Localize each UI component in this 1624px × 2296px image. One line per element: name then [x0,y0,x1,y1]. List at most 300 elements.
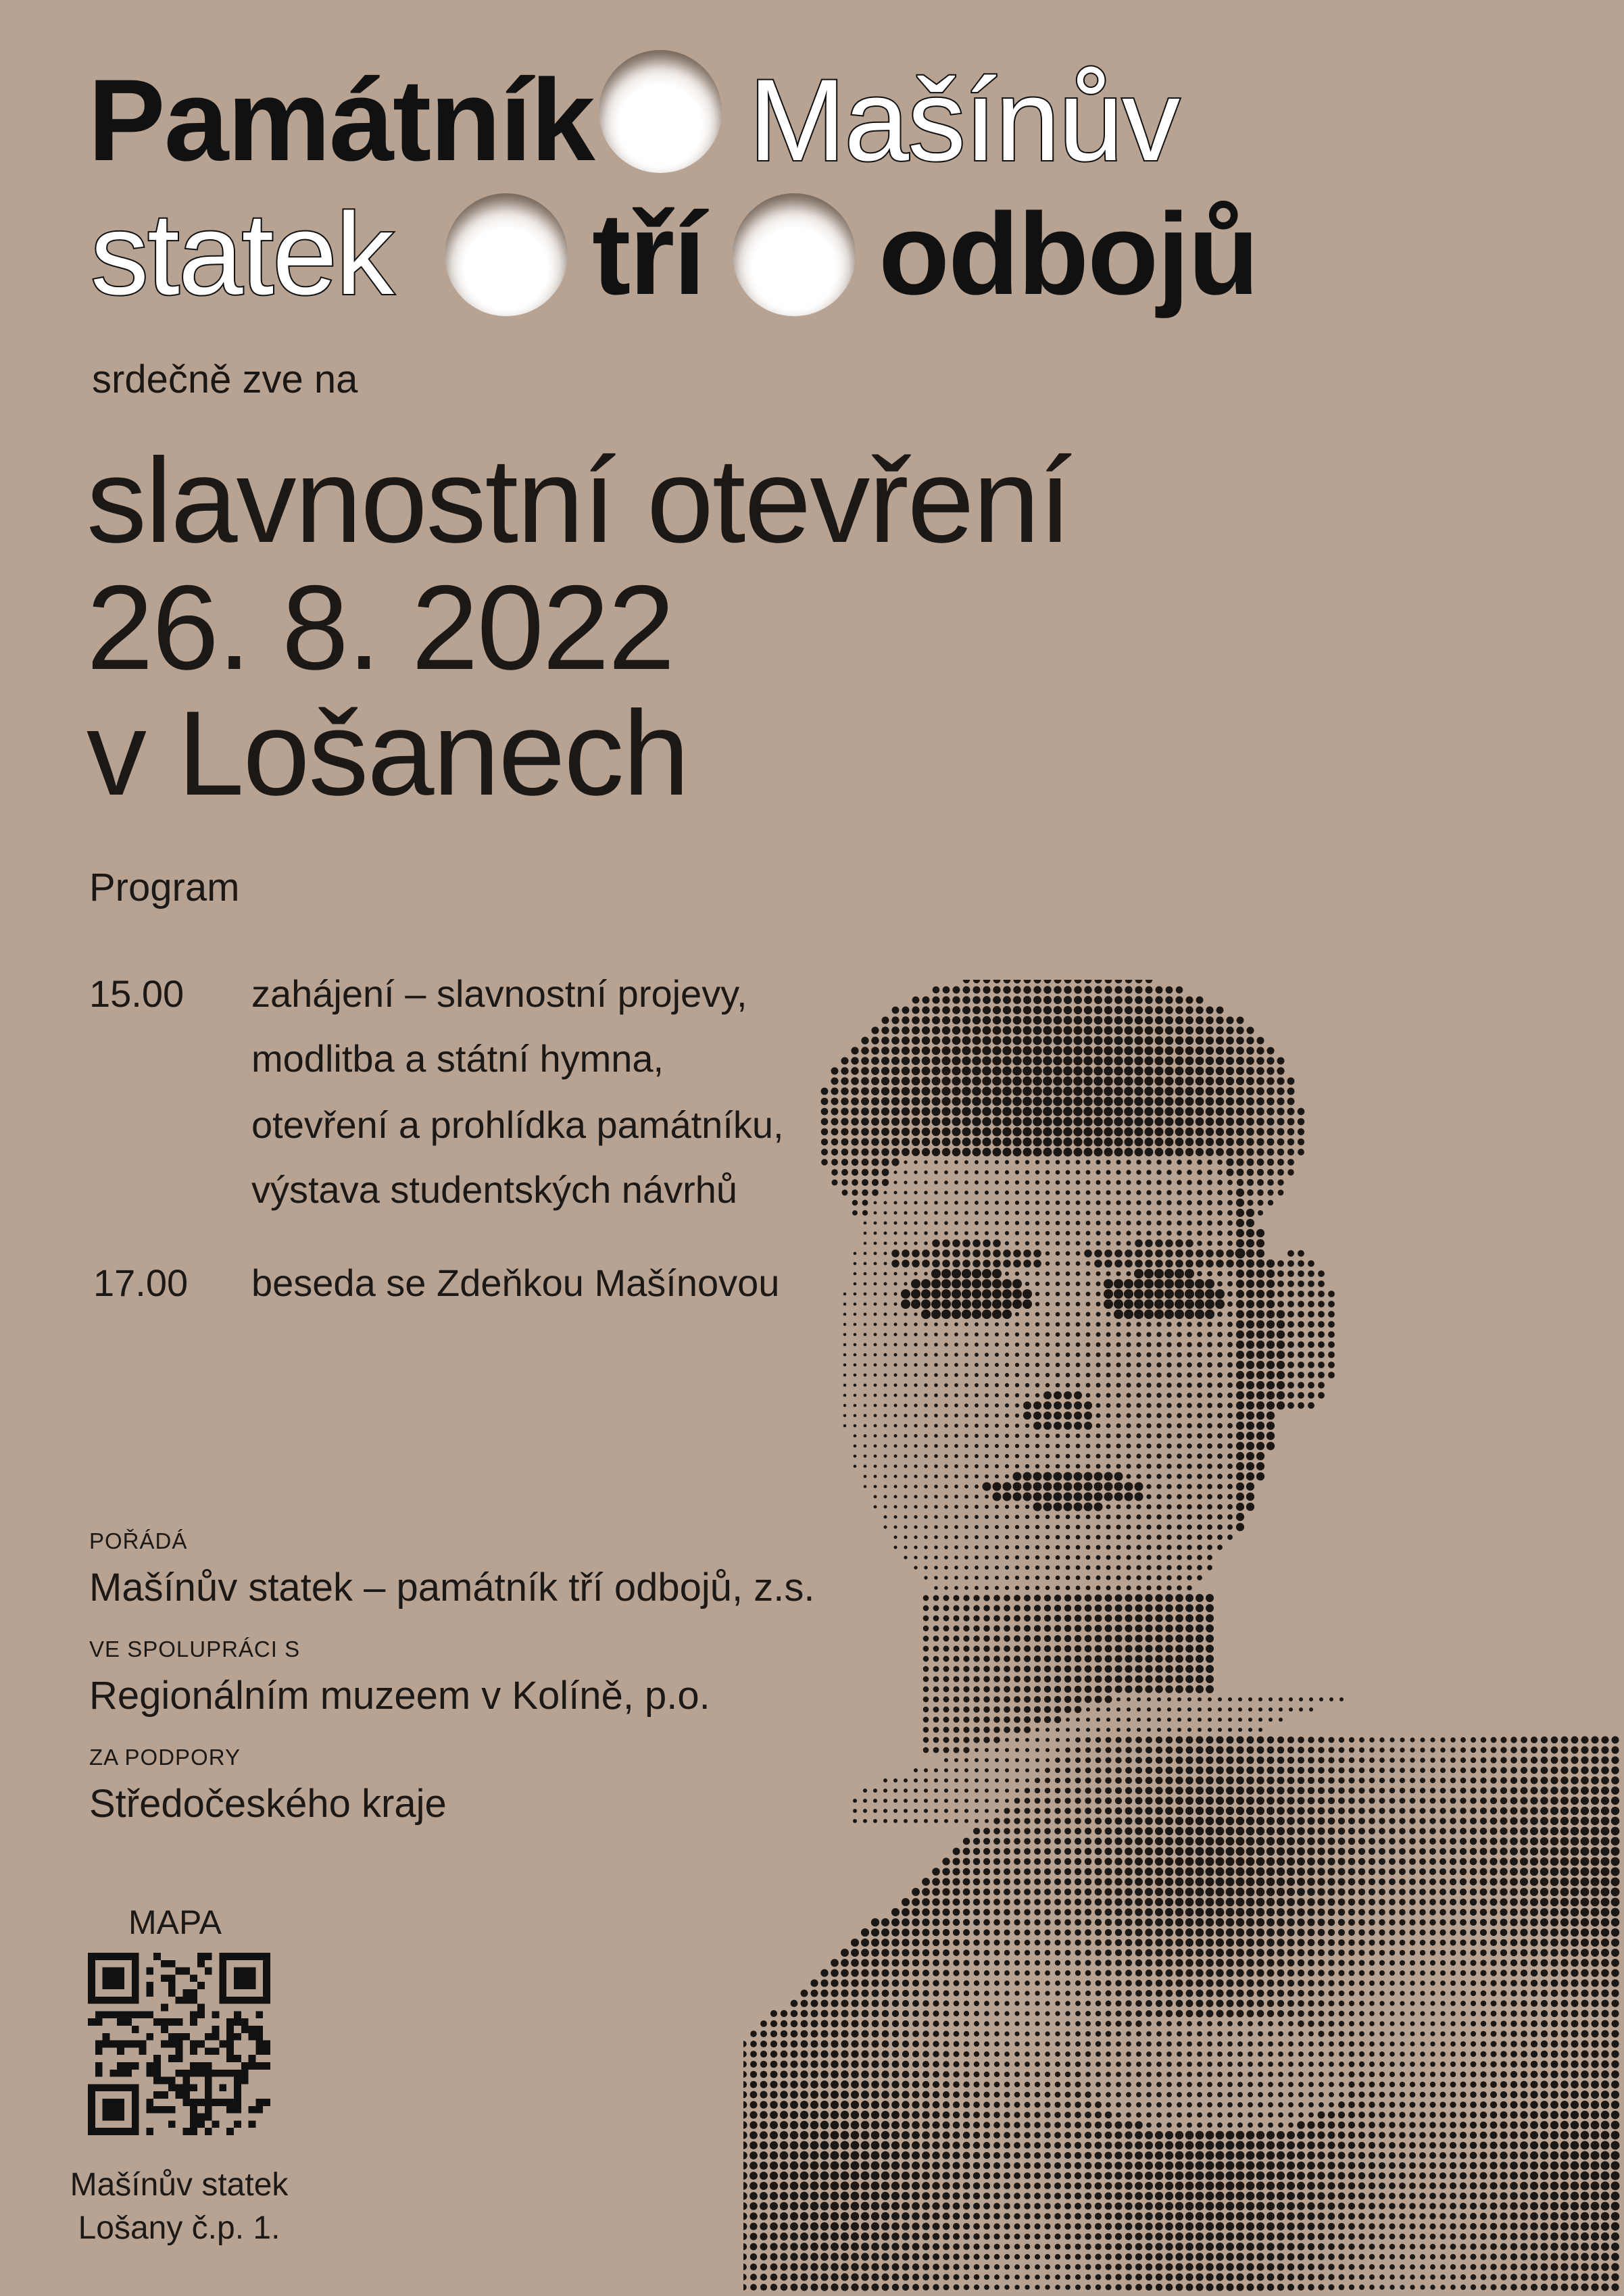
halftone-dot [831,1989,838,1997]
halftone-dot [902,1047,910,1055]
halftone-dot [1136,1393,1141,1397]
halftone-dot [1124,1087,1133,1096]
halftone-dot [1025,1272,1029,1276]
halftone-dot [972,1087,981,1095]
halftone-dot [1015,1191,1019,1195]
halftone-dot [1165,1675,1173,1683]
halftone-dot [1076,1221,1081,1226]
halftone-dot [944,1343,948,1347]
halftone-dot [1266,1128,1274,1135]
halftone-dot [1025,1930,1031,1936]
halftone-dot [902,1077,910,1086]
halftone-dot [1106,1545,1111,1550]
halftone-dot [1246,1067,1254,1075]
halftone-dot [1085,1747,1091,1753]
halftone-dot [1146,1423,1151,1428]
halftone-dot [1246,1239,1254,1247]
halftone-dot [1226,1999,1233,2007]
halftone-dot [1014,1666,1020,1672]
halftone-dot [1004,1980,1010,1986]
halftone-dot [1043,1391,1052,1399]
halftone-dot [1066,1251,1071,1256]
halftone-dot [1146,1960,1153,1967]
halftone-dot [1116,1241,1121,1245]
halftone-dot [1014,2001,1019,2005]
program-line: výstava studentských návrhů [251,1168,738,1211]
halftone-dot [973,1148,981,1157]
halftone-dot [934,1211,938,1215]
halftone-dot [1349,1991,1354,1996]
halftone-dot [1359,1991,1364,1996]
halftone-dot [1095,1858,1102,1866]
halftone-dot [821,1108,829,1116]
halftone-dot [953,1595,959,1601]
halftone-dot [1145,1016,1153,1024]
halftone-dot [1145,1817,1153,1825]
halftone-dot [954,1403,958,1407]
halftone-dot [1226,1746,1233,1753]
halftone-dot [1205,1867,1214,1876]
halftone-dot [914,1414,917,1417]
halftone-dot [1197,1159,1202,1165]
halftone-dot [864,1262,867,1266]
halftone-dot [1216,1138,1224,1146]
halftone-dot [1279,1718,1283,1722]
halftone-dot [1104,1492,1112,1501]
halftone-dot [954,1221,958,1225]
halftone-dot [1611,1959,1619,1967]
halftone-dot [1066,1282,1071,1287]
halftone-dot [1074,1412,1082,1420]
halftone-dot [1043,1046,1052,1055]
halftone-dot [1035,1566,1039,1570]
halftone-dot [1035,1282,1039,1286]
halftone-dot [1165,1128,1174,1137]
halftone-dot [1236,1462,1244,1470]
halftone-dot [1481,2001,1487,2007]
halftone-dot [1114,1259,1123,1268]
halftone-dot [1035,1991,1039,1995]
halftone-dot [841,1959,849,1967]
halftone-dot [1175,1797,1183,1805]
halftone-dot [1005,1373,1009,1377]
halftone-dot [1175,1847,1184,1856]
halftone-dot [1025,1180,1029,1184]
halftone-dot [1510,1797,1518,1805]
halftone-dot [1025,1282,1029,1286]
halftone-dot [1440,1798,1446,1804]
halftone-dot [1177,1413,1182,1418]
halftone-dot [1216,1949,1224,1957]
halftone-dot [1256,1807,1264,1815]
halftone-dot [912,1128,920,1136]
halftone-dot [924,1525,927,1528]
halftone-dot [1226,1827,1235,1836]
halftone-dot [1066,1211,1071,1216]
halftone-dot [1104,1857,1112,1865]
halftone-dot [874,1455,877,1458]
halftone-dot [1125,1645,1132,1652]
halftone-dot [1066,1566,1071,1570]
halftone-dot [995,1322,999,1326]
halftone-dot [1146,1767,1153,1774]
halftone-dot [1155,1037,1164,1045]
halftone-dot [1266,1827,1275,1835]
halftone-dot [1044,1605,1051,1612]
halftone-dot [912,1928,919,1936]
halftone-dot [1126,1504,1131,1509]
halftone-dot [1126,1210,1131,1215]
halftone-dot [941,1076,950,1085]
halftone-dot [1187,1474,1192,1479]
halftone-dot [1095,1696,1102,1703]
halftone-dot [1246,1908,1255,1917]
halftone-dot [1025,1363,1029,1367]
halftone-dot [1206,1746,1214,1754]
halftone-dot [904,1201,907,1204]
halftone-dot [893,1464,897,1468]
halftone-dot [1297,1868,1305,1876]
halftone-dot [1165,1057,1174,1066]
halftone-dot [1114,1868,1122,1875]
halftone-dot [1318,1382,1325,1389]
halftone-dot [914,1373,917,1376]
halftone-dot [1216,1097,1225,1106]
halftone-dot [861,1118,869,1126]
halftone-dot [1429,1848,1436,1855]
halftone-dot [1166,1504,1171,1509]
halftone-dot [1086,1718,1090,1722]
halftone-dot [954,1211,958,1215]
halftone-dot [1025,1191,1029,1195]
halftone-dot [962,1269,971,1278]
halftone-dot [975,1484,979,1489]
halftone-dot [1125,2000,1131,2006]
halftone-dot [1165,1249,1173,1257]
halftone-dot [985,1221,989,1225]
halftone-dot [1266,1432,1275,1440]
halftone-dot [1085,1768,1091,1774]
halftone-dot [1175,1594,1183,1602]
halftone-dot [1611,1969,1619,1976]
halftone-dot [862,1189,868,1195]
halftone-dot [1581,1979,1588,1987]
halftone-dot [1490,1929,1497,1936]
halftone-dot [1125,1797,1133,1805]
halftone-dot [1216,1797,1224,1805]
halftone-dot [1550,1939,1558,1947]
halftone-dot [1105,1767,1111,1773]
map-qr-code[interactable] [88,1953,270,2135]
halftone-dot [1105,1666,1112,1673]
halftone-dot [1520,1817,1527,1824]
halftone-dot [1035,1444,1039,1448]
halftone-dot [871,1097,879,1105]
halftone-dot [1056,1241,1060,1246]
halftone-dot [1095,1807,1102,1814]
halftone-dot [1155,1634,1162,1642]
sponsor-name: Středočeského kraje [89,1782,447,1826]
halftone-dot [1115,1919,1123,1926]
halftone-dot [864,1434,867,1438]
halftone-dot [1095,1899,1102,1906]
halftone-dot [1085,1970,1091,1976]
halftone-dot [934,1555,938,1559]
halftone-dot [1470,1939,1477,1946]
halftone-dot [1146,1787,1153,1795]
halftone-dot [1156,1220,1161,1225]
halftone-dot [1154,1299,1164,1309]
halftone-dot [1338,1767,1344,1773]
halftone-dot [1460,1848,1467,1855]
halftone-dot [1025,1586,1029,1590]
halftone-dot [1256,1827,1264,1835]
halftone-dot [1156,1484,1161,1489]
halftone-dot [1033,1147,1041,1156]
halftone-dot [1176,2000,1183,2007]
halftone-dot [1114,1482,1123,1491]
halftone-dot [852,1169,858,1176]
halftone-dot [1043,1482,1052,1491]
halftone-dot [1308,1777,1314,1784]
halftone-dot [963,1747,969,1753]
halftone-dot [1175,1908,1183,1916]
halftone-dot [1044,1807,1050,1814]
halftone-dot [884,1222,887,1225]
program-line: modlitba a státní hymna, [251,1037,664,1080]
halftone-dot [861,1979,868,1987]
halftone-dot [1115,1737,1121,1743]
halftone-dot [874,1333,877,1337]
halftone-dot [1187,1220,1192,1226]
halftone-dot [1187,1332,1192,1337]
halftone-dot [1114,1299,1123,1309]
halftone-dot [1156,1494,1161,1499]
halftone-dot [1045,1515,1050,1520]
halftone-dot [1176,1737,1183,1744]
halftone-dot [1500,1919,1508,1926]
halftone-dot [1012,1066,1022,1076]
halftone-dot [1104,1127,1112,1136]
halftone-dot [1491,1991,1497,1997]
halftone-dot [1185,1604,1194,1612]
halftone-dot [985,1768,989,1772]
halftone-dot [1338,1889,1346,1896]
halftone-dot [942,1118,951,1126]
halftone-dot [1105,1807,1112,1814]
halftone-dot [1359,1960,1365,1966]
halftone-dot [1126,1271,1131,1276]
halftone-dot [964,1505,968,1509]
halftone-dot [893,1525,897,1528]
halftone-dot [1521,1787,1528,1795]
halftone-dot [902,1016,909,1024]
halftone-dot [1175,1837,1184,1846]
halftone-dot [1015,1211,1019,1215]
halftone-dot [1530,1857,1538,1866]
halftone-dot [1056,1170,1060,1175]
halftone-dot [954,1566,958,1570]
halftone-dot [1196,1898,1204,1907]
halftone-dot [1389,1970,1395,1976]
halftone-dot [841,1067,848,1074]
halftone-dot [1035,1292,1039,1296]
halftone-dot [1044,1696,1051,1703]
halftone-dot [1116,1555,1121,1559]
halftone-dot [1135,1006,1143,1014]
halftone-dot [944,1758,948,1762]
halftone-dot [1287,1351,1294,1358]
halftone-dot [1307,1878,1315,1886]
halftone-dot [891,1148,900,1156]
halftone-dot [934,1373,938,1377]
halftone-dot [902,1918,910,1926]
halftone-dot [1256,1290,1264,1298]
halftone-dot [1277,1767,1285,1774]
halftone-dot [963,987,970,994]
halftone-dot [963,1645,969,1651]
halftone-dot [1015,1272,1019,1276]
halftone-dot [1085,1807,1091,1814]
halftone-dot [1005,1555,1009,1559]
halftone-dot [1520,1908,1528,1916]
halftone-dot [924,1322,927,1326]
halftone-dot [1003,996,1011,1004]
halftone-dot [1207,1555,1212,1560]
halftone-dot [881,1918,889,1926]
halftone-dot [1137,1718,1141,1722]
halftone-dot [1155,1685,1162,1693]
halftone-dot [934,1231,938,1235]
halftone-dot [1166,2000,1173,2007]
halftone-dot [1196,1067,1204,1076]
halftone-dot [963,1878,970,1886]
halftone-dot [1530,1878,1538,1886]
halftone-dot [1014,1960,1020,1966]
halftone-dot [821,1139,828,1145]
halftone-dot [1389,1991,1394,1995]
halftone-dot [1520,1847,1528,1855]
halftone-dot [1348,1777,1354,1783]
halftone-dot [1073,1492,1082,1501]
halftone-dot [1399,1858,1406,1865]
halftone-dot [992,1087,1002,1096]
halftone-dot [1075,1889,1081,1895]
halftone-dot [982,1117,991,1126]
halftone-dot [853,1799,857,1803]
halftone-dot [1531,2000,1537,2007]
halftone-dot [1560,1827,1569,1835]
halftone-dot [1034,1878,1041,1885]
halftone-dot [1043,1127,1052,1137]
halftone-dot [1063,1076,1073,1086]
halftone-dot [1197,1180,1202,1185]
halftone-dot [922,1047,931,1055]
halftone-dot [1510,1878,1518,1886]
halftone-dot [1266,1107,1274,1115]
halftone-dot [924,1789,928,1793]
halftone-dot [1277,1381,1285,1389]
halftone-dot [1358,1939,1364,1945]
halftone-dot [1105,1818,1112,1825]
halftone-dot [1145,1868,1153,1876]
halftone-dot [1035,1930,1041,1936]
halftone-dot [1216,1007,1224,1014]
halftone-dot [1175,1067,1184,1076]
halftone-dot [1226,1107,1234,1116]
halftone-dot [1500,1949,1507,1956]
halftone-dot [1014,1818,1020,1824]
halftone-dot [864,1252,867,1255]
halftone-dot [924,1566,927,1569]
halftone-dot [992,1299,1002,1309]
halftone-dot [1135,1960,1142,1966]
halftone-dot [1074,1391,1082,1399]
halftone-dot [954,1768,958,1772]
halftone-dot [1075,1635,1082,1643]
halftone-dot [863,1819,867,1823]
halftone-dot [1035,1808,1041,1814]
halftone-dot [1298,1392,1304,1399]
halftone-dot [1126,1514,1131,1519]
halftone-dot [1480,1949,1487,1956]
halftone-dot [1136,1443,1141,1448]
halftone-dot [1287,1888,1295,1896]
halftone-dot [1379,1980,1385,1986]
halftone-dot [1045,1363,1050,1368]
halftone-dot [964,1555,968,1559]
halftone-dot [1056,1586,1060,1591]
halftone-dot [983,1615,989,1621]
halftone-dot [1043,1036,1052,1045]
halftone-dot [1440,2001,1445,2005]
halftone-dot [993,1909,1000,1916]
halftone-dot [1115,1787,1122,1794]
halftone-dot [1196,1939,1204,1947]
halftone-dot [1096,1272,1101,1276]
halftone-dot [1177,1575,1182,1580]
halftone-dot [884,1201,887,1205]
halftone-dot [932,1077,941,1086]
halftone-dot [904,1170,907,1174]
halftone-dot [1167,1718,1171,1722]
halftone-dot [1064,1595,1071,1601]
halftone-dot [1440,1889,1446,1895]
halftone-dot [1196,997,1204,1004]
halftone-dot [843,1374,847,1377]
halftone-dot [1053,1056,1062,1066]
halftone-dot [1287,1149,1294,1155]
halftone-dot [1318,1747,1324,1753]
halftone-dot [1165,1037,1174,1045]
halftone-dot [1307,1918,1314,1926]
halftone-dot [975,1495,979,1499]
halftone-dot [944,1576,948,1580]
halftone-dot [1064,1422,1072,1430]
halftone-dot [1177,1393,1182,1398]
halftone-dot [1216,1087,1225,1096]
halftone-dot [1187,1514,1192,1520]
halftone-dot [1083,1482,1092,1491]
halftone-dot [923,1636,929,1642]
halftone-dot [1033,996,1041,1004]
halftone-dot [922,1067,931,1076]
halftone-dot [914,1363,917,1366]
halftone-dot [1206,1067,1214,1076]
halftone-dot [1156,1960,1163,1967]
halftone-dot [1105,1838,1112,1845]
halftone-dot [1450,1778,1456,1784]
